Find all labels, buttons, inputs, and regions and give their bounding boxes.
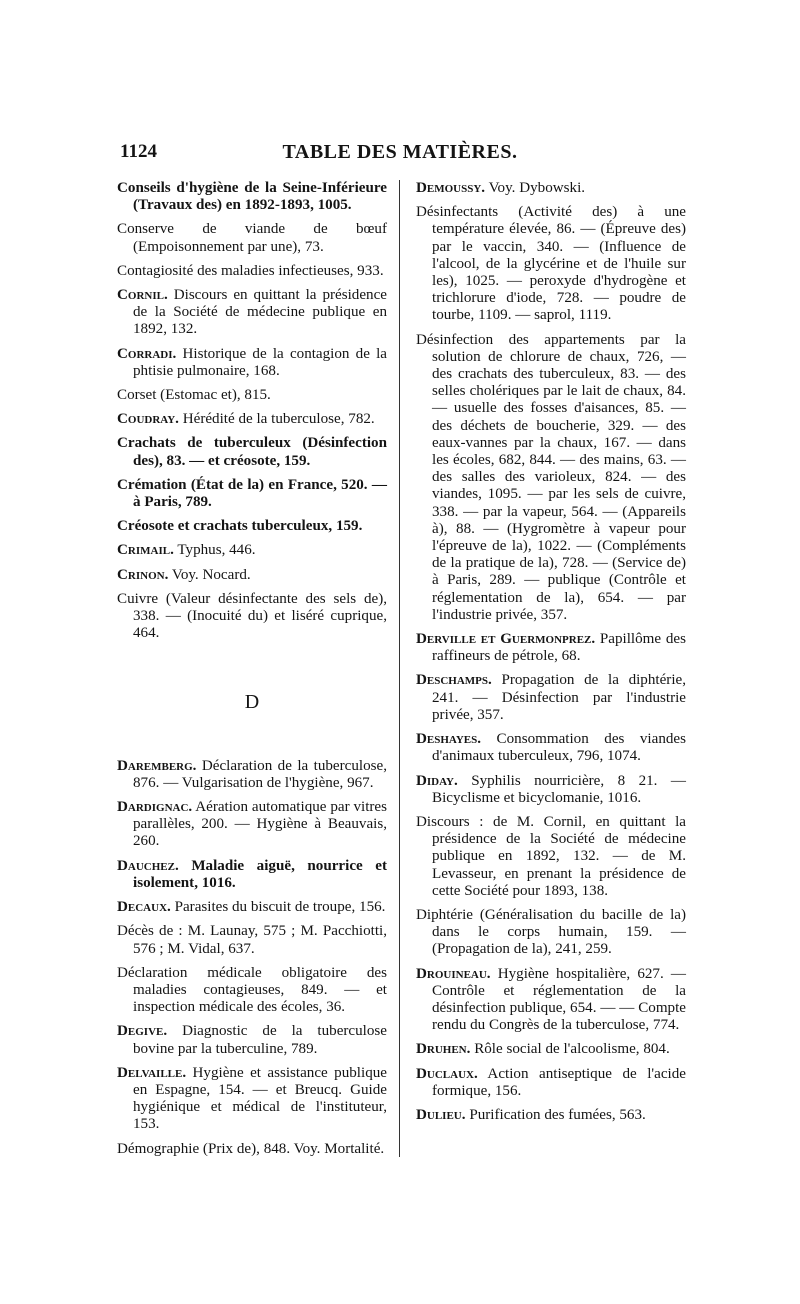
left-entries-c [117, 180, 387, 642]
index-entry [416, 907, 686, 959]
entry-author: Coudray. [117, 411, 179, 428]
entry-text: Hygiène hospitalière, 627. — Contrôle et réglementation de la désinfection publique, 654. — — Compte rendu du Congrès de la tuberculose, 774. [432, 965, 686, 1034]
entry-author: Derville et Guermonprez. [416, 631, 596, 648]
index-entry [117, 542, 387, 559]
index-entry [117, 567, 387, 584]
index-entry [416, 1041, 686, 1058]
entry-text: Discours : de M. Cornil, en quittant la présidence de la Société de médecine publique en 1892, 132. — de M. Levasseur, en prenant la présidence de cette Société pour 1893, 138. [416, 813, 686, 899]
entry-author: Crinon. [117, 566, 169, 583]
index-entry [117, 435, 387, 469]
index-entry [416, 731, 686, 765]
entry-text: Diagnostic de la tuberculose bovine par la tuberculine, 789. [133, 1023, 387, 1057]
entry-text: Syphilis nourricière, 8 21. — Bicyclisme et bicyclomanie, 1016. [432, 772, 686, 806]
entry-author: Deschamps. [416, 672, 492, 689]
entry-text: Papillôme des raffineurs de pétrole, 68. [432, 631, 686, 665]
entry-text: Maladie aiguë, nourrice et isolement, 1016. [133, 857, 387, 891]
entry-text: Créosote et crachats tuberculeux, 159. [117, 518, 363, 535]
entry-text: Conserve de viande de bœuf (Empoisonnement par une), 73. [117, 221, 387, 255]
index-entry [117, 346, 387, 380]
page-header [120, 141, 680, 171]
entry-text: Voy. Dybowski. [488, 180, 586, 196]
index-entry [117, 180, 387, 214]
entry-author: Decaux. [117, 899, 171, 916]
left-entries-d [117, 758, 387, 1158]
entry-text: Voy. Nocard. [171, 566, 251, 583]
entry-text: Consommation des viandes d'animaux tuberculeux, 796, 1074. [432, 731, 686, 765]
entry-text: Contagiosité des maladies infectieuses, 933. [117, 262, 384, 279]
entry-author: Duclaux. [416, 1065, 478, 1082]
right-column [416, 180, 686, 1131]
entry-text: Action antiseptique de l'acide formique, 156. [432, 1065, 686, 1099]
entry-author: Demoussy. [416, 180, 486, 196]
entry-author: Drouineau. [416, 965, 491, 982]
index-entry [117, 799, 387, 851]
entry-text: Parasites du biscuit de troupe, 156. [174, 899, 386, 916]
index-entry [416, 672, 686, 724]
index-entry [416, 1107, 686, 1124]
page-number: 1124 [120, 141, 157, 162]
entry-text: Hérédité de la tuberculose, 782. [182, 411, 375, 428]
index-entry [117, 1141, 387, 1158]
entry-author: Delvaille. [117, 1064, 187, 1081]
index-entry [117, 263, 387, 280]
index-entry [117, 923, 387, 957]
entry-text: Déclaration de la tuberculose, 876. — Vulgarisation de l'hygiène, 967. [133, 757, 387, 791]
index-entry [117, 965, 387, 1017]
entry-text: Purification des fumées, 563. [469, 1106, 646, 1123]
entry-text: Crachats de tuberculeux (Désinfection des), 83. — et créosote, 159. [117, 435, 387, 469]
entry-text: Crémation (État de la) en France, 520. — à Paris, 789. [117, 476, 387, 511]
entry-text: Historique de la contagion de la phtisie pulmonaire, 168. [133, 345, 387, 379]
index-entry [117, 1023, 387, 1057]
index-entry [416, 204, 686, 324]
entry-text: Typhus, 446. [177, 542, 256, 559]
entry-text: Hygiène et assistance publique en Espagne, 154. — et Breucq. Guide hygiénique et médical de l'instituteur, 153. [133, 1064, 387, 1133]
entry-text: Cuivre (Valeur désinfectante des sels de), 338. — (Inocuité du) et liséré cuprique, 464. [117, 590, 387, 642]
entry-text: Discours en quittant la présidence de la Société de médecine publique en 1892, 132. [133, 287, 387, 338]
index-entry [416, 814, 686, 900]
index-entry [117, 591, 387, 643]
entry-text: Démographie (Prix de), 848. Voy. Mortalité. [117, 1140, 385, 1157]
entry-author: Corradi. [117, 345, 177, 362]
index-entry [416, 966, 686, 1035]
index-entry [416, 1066, 686, 1100]
entry-author: Dulieu. [416, 1106, 466, 1123]
entry-text: Désinfection des appartements par la solution de chlorure de chaux, 726, — des crachats des tuberculeux, 83. — des selles cholériques par le lait de chaux, 84. — usuelle des fosses d'aisances, 85. — des déchets de boucherie, 329. — des eaux-vannes par la chaux, 167. — dans les écoles, 682, 844. — des mains, 63. — des salles des varioleux, 824. — des viandes, 1095. — par les sels de cuivre, 338. — par la vapeur, 564. — (Appareils à), 88. — (Hygromètre à vapeur pour l'épreuve de la), 1022. — (Compléments de la pratique de la), 728. — (Service de) à Paris, 289. — publique (Contrôle et réglementation de la), 654. — par l'industrie privée, 357. [416, 331, 686, 623]
section-letter: D [244, 691, 260, 714]
index-entry [117, 411, 387, 428]
index-entry [117, 287, 387, 339]
index-entry [117, 387, 387, 404]
right-entries [416, 180, 686, 1124]
entry-text: Aération automatique par vitres parallèles, 200. — Hygiène à Beauvais, 260. [133, 799, 387, 850]
entry-author: Dardignac. [117, 799, 193, 816]
index-entry [117, 477, 387, 511]
entry-author: Deshayes. [416, 731, 482, 748]
running-title: TABLE DES MATIÈRES. [282, 141, 518, 163]
entry-author: Crimail. [117, 542, 174, 559]
entry-text: Conseils d'hygiène de la Seine-Inférieure (Travaux des) en 1892-1893, 1005. [117, 180, 387, 214]
entry-author: Daremberg. [117, 757, 197, 774]
index-entry [416, 180, 686, 197]
index-entry [416, 332, 686, 624]
entry-text: Diphtérie (Généralisation du bacille de la) dans le corps humain, 159. — (Propagation de la), 241, 259. [416, 906, 686, 958]
entry-author: Druhen. [416, 1041, 471, 1058]
entry-author: Cornil. [117, 287, 168, 304]
index-entry [117, 221, 387, 255]
entry-author: Dauchez. [117, 857, 179, 874]
entry-author: Diday. [416, 772, 458, 789]
entry-text: Rôle social de l'alcoolisme, 804. [474, 1041, 670, 1058]
left-column [117, 180, 387, 1165]
entry-text: Déclaration médicale obligatoire des maladies contagieuses, 849. — et inspection médicale des écoles, 36. [117, 964, 387, 1016]
index-entry [117, 858, 387, 892]
index-entry [117, 1065, 387, 1134]
index-entry [117, 758, 387, 792]
entry-text: Désinfectants (Activité des) à une température élevée, 86. — (Épreuve des) par le vaccin, 340. — (Influence de l'alcool, de la glycérine et de l'huile sur les), 1025. — peroxyde d'hydrogène et trichlorure d'iode, 728. — poudre de tourbe, 1109. — saprol, 1119. [416, 204, 686, 324]
index-entry [117, 899, 387, 916]
entry-author: Degive. [117, 1023, 168, 1040]
entry-text: Corset (Estomac et), 815. [117, 387, 271, 404]
index-entry [416, 773, 686, 807]
index-entry [416, 631, 686, 665]
index-entry [117, 518, 387, 535]
entry-text: Décès de : M. Launay, 575 ; M. Pacchiotti, 576 ; M. Vidal, 637. [117, 923, 387, 957]
column-divider [399, 180, 400, 1157]
entry-text: Propagation de la diphtérie, 241. — Désinfection par l'industrie privée, 357. [432, 672, 686, 723]
